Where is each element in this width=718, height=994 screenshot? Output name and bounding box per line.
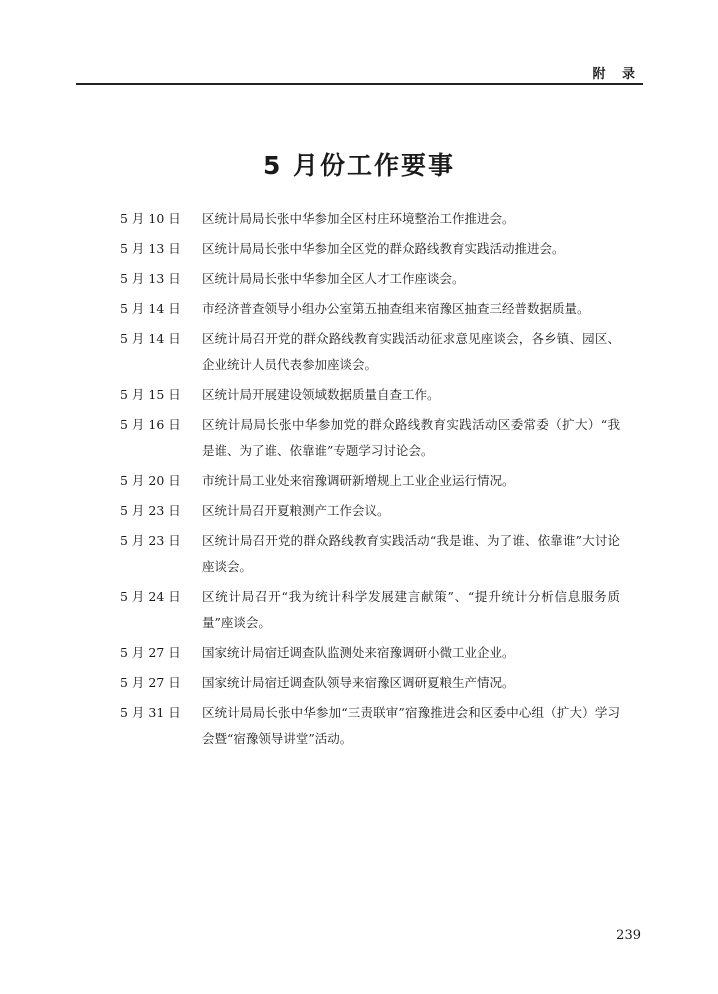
event-date: 5 月 16 日 xyxy=(120,417,181,432)
event-entry xyxy=(120,670,620,696)
event-date: 5 月 24 日 xyxy=(120,589,181,604)
event-date: 5 月 14 日 xyxy=(120,301,181,316)
event-description: 区统计局局长张中华参加全区村庄环境整治工作推进会。 xyxy=(202,211,515,226)
event-date: 5 月 20 日 xyxy=(120,473,181,488)
event-date: 5 月 27 日 xyxy=(120,645,181,660)
event-description: 区统计局局长张中华参加党的群众路线教育实践活动区委常委（扩大）“我是谁、为了谁、依靠谁”专题学习讨论会。 xyxy=(202,417,620,458)
event-description: 区统计局局长张中华参加全区人才工作座谈会。 xyxy=(202,271,465,286)
event-date: 5 月 15 日 xyxy=(120,387,181,402)
event-entry xyxy=(120,584,620,636)
event-date: 5 月 27 日 xyxy=(120,675,181,690)
event-entry xyxy=(120,640,620,666)
event-date: 5 月 31 日 xyxy=(120,705,181,720)
event-description: 区统计局召开党的群众路线教育实践活动“我是谁、为了谁、依靠谁”大讨论座谈会。 xyxy=(202,533,620,574)
event-description: 区统计局召开“我为统计科学发展建言献策”、“提升统计分析信息服务质量”座谈会。 xyxy=(202,589,620,630)
event-description: 国家统计局宿迁调查队监测处来宿豫调研小微工业企业。 xyxy=(202,645,515,660)
event-description: 区统计局开展建设领域数据质量自查工作。 xyxy=(202,387,440,402)
event-date: 5 月 13 日 xyxy=(120,271,181,286)
running-header: 附 录 xyxy=(592,67,641,82)
event-date: 5 月 13 日 xyxy=(120,241,181,256)
event-entry xyxy=(120,498,620,524)
header-divider xyxy=(76,83,643,85)
page-title: 5 月份工作要事 xyxy=(262,151,456,180)
event-description: 区统计局局长张中华参加全区党的群众路线教育实践活动推进会。 xyxy=(202,241,565,256)
event-entry xyxy=(120,700,620,752)
event-description: 区统计局局长张中华参加“三责联审”宿豫推进会和区委中心组（扩大）学习会暨“宿豫领导讲堂”活动。 xyxy=(202,705,620,746)
event-entry xyxy=(120,266,620,292)
event-description: 区统计局召开夏粮测产工作会议。 xyxy=(202,503,390,518)
event-date: 5 月 23 日 xyxy=(120,503,181,518)
event-date: 5 月 10 日 xyxy=(120,211,181,226)
event-entry xyxy=(120,206,620,232)
event-entry xyxy=(120,468,620,494)
event-date: 5 月 14 日 xyxy=(120,331,181,346)
event-entry xyxy=(120,326,620,378)
event-description: 国家统计局宿迁调查队领导来宿豫区调研夏粮生产情况。 xyxy=(202,675,515,690)
event-entry xyxy=(120,382,620,408)
event-entry xyxy=(120,236,620,262)
event-entry xyxy=(120,296,620,322)
page-number: 239 xyxy=(616,928,641,943)
events-list xyxy=(120,206,620,756)
event-entry xyxy=(120,528,620,580)
event-description: 市统计局工业处来宿豫调研新增规上工业企业运行情况。 xyxy=(202,473,515,488)
event-description: 区统计局召开党的群众路线教育实践活动征求意见座谈会，各乡镇、园区、企业统计人员代表参加座谈会。 xyxy=(202,331,620,372)
event-entry xyxy=(120,412,620,464)
event-date: 5 月 23 日 xyxy=(120,533,181,548)
event-description: 市经济普查领导小组办公室第五抽查组来宿豫区抽查三经普数据质量。 xyxy=(202,301,590,316)
